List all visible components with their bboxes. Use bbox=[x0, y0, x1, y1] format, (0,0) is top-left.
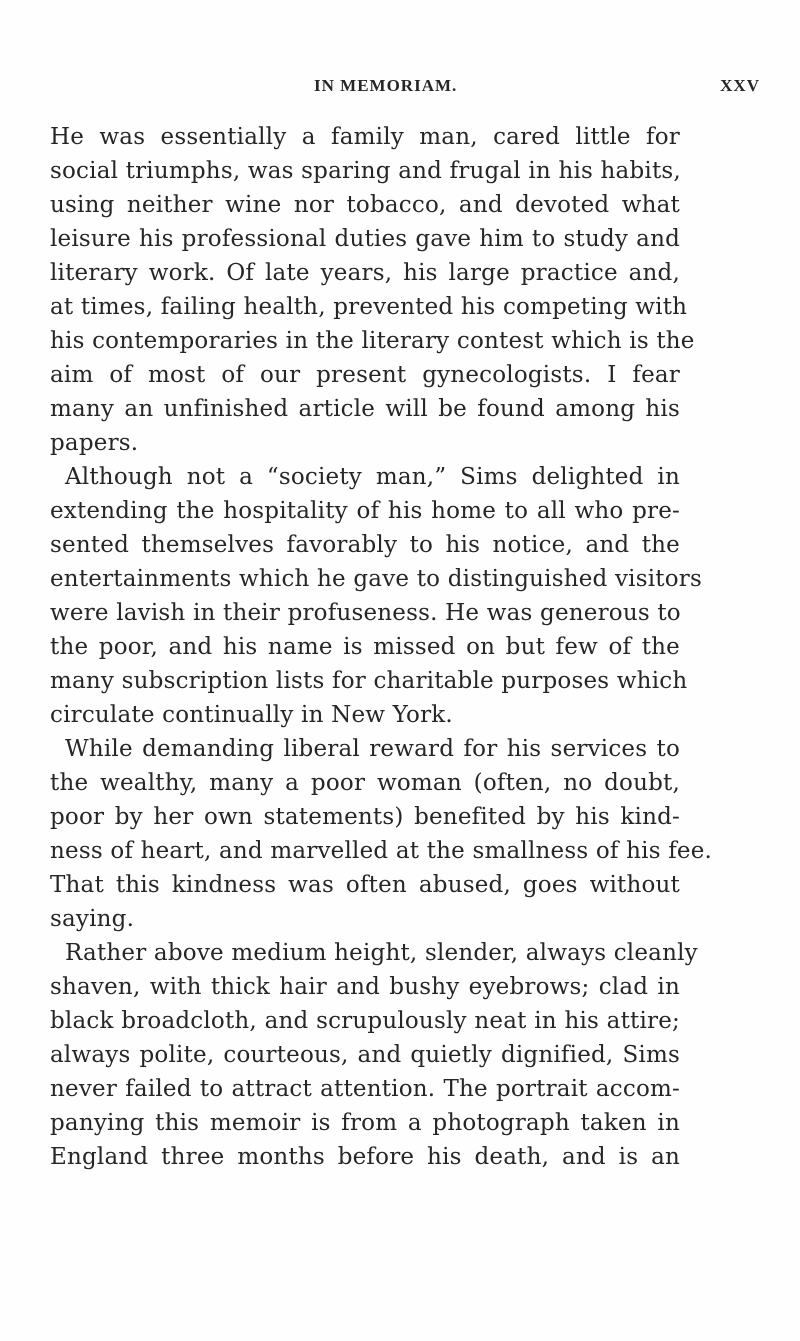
text-line: England three months before his death, and is an bbox=[50, 1144, 680, 1170]
text-line: That this kindness was often abused, goes without bbox=[50, 872, 680, 898]
text-line: black broadcloth, and scrupulously neat in his attire; bbox=[50, 1008, 680, 1034]
text-line: shaven, with thick hair and bushy eyebrows; clad in bbox=[50, 974, 680, 1000]
text-line: literary work. Of late years, his large practice and, bbox=[50, 260, 680, 286]
body-text bbox=[50, 120, 713, 1174]
text-line: sented themselves favorably to his notice, and the bbox=[50, 532, 680, 558]
text-line: social triumphs, was sparing and frugal in his habits, bbox=[50, 158, 681, 184]
text-line: entertainments which he gave to distinguished visitors bbox=[50, 566, 702, 592]
text-line: his contemporaries in the literary contest which is the bbox=[50, 328, 695, 354]
text-line: always polite, courteous, and quietly dignified, Sims bbox=[50, 1042, 680, 1068]
text-line: Rather above medium height, slender, always cleanly bbox=[65, 940, 698, 966]
text-line: aim of most of our present gynecologists. I fear bbox=[50, 362, 680, 388]
text-line: Although not a “society man,” Sims delighted in bbox=[65, 464, 680, 490]
text-line: were lavish in their profuseness. He was generous to bbox=[50, 600, 681, 626]
running-head bbox=[60, 76, 760, 100]
text-line: many subscription lists for charitable purposes which bbox=[50, 668, 688, 694]
text-line: using neither wine nor tobacco, and devoted what bbox=[50, 192, 680, 218]
text-line: papers. bbox=[50, 430, 139, 456]
running-title: IN MEMORIAM. bbox=[314, 76, 458, 95]
text-line: panying this memoir is from a photograph taken in bbox=[50, 1110, 680, 1136]
text-line: saying. bbox=[50, 906, 135, 932]
text-line: never failed to attract attention. The portrait accom- bbox=[50, 1076, 680, 1102]
text-line: While demanding liberal reward for his services to bbox=[65, 736, 680, 762]
text-line: the poor, and his name is missed on but few of the bbox=[50, 634, 680, 660]
text-line: He was essentially a family man, cared little for bbox=[50, 124, 680, 150]
text-line: circulate continually in New York. bbox=[50, 702, 453, 728]
text-line: many an unfinished article will be found among his bbox=[50, 396, 680, 422]
text-line: leisure his professional duties gave him to study and bbox=[50, 226, 680, 252]
text-line: extending the hospitality of his home to all who pre- bbox=[50, 498, 680, 524]
text-line: poor by her own statements) benefited by his kind- bbox=[50, 804, 680, 830]
text-line: the wealthy, many a poor woman (often, no doubt, bbox=[50, 770, 680, 796]
page-number: XXV bbox=[720, 76, 760, 95]
text-line: ness of heart, and marvelled at the smallness of his fee. bbox=[50, 838, 713, 864]
text-line: at times, failing health, prevented his competing with bbox=[50, 294, 688, 320]
